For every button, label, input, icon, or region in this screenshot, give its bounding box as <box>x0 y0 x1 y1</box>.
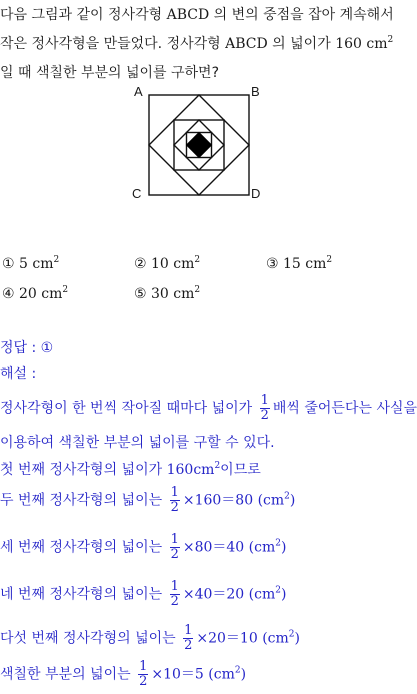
option-number: ⑤ <box>134 286 147 302</box>
unit: cm <box>173 256 195 272</box>
fraction-numerator: 1 <box>170 532 179 547</box>
unit: (cm <box>248 586 276 603</box>
option-value: 20 <box>19 286 37 302</box>
expression: ×40＝20 <box>182 586 245 603</box>
unit: (cm <box>248 539 276 556</box>
fraction-denominator: 2 <box>170 500 179 515</box>
option-number: ① <box>2 256 15 272</box>
unit-exponent: 2 <box>194 285 201 295</box>
fraction-denominator: 2 <box>260 408 269 423</box>
unit: cm <box>32 256 54 272</box>
fraction-denominator: 2 <box>139 674 148 689</box>
question-text: 의 넓이가 <box>267 36 336 52</box>
label-c: C <box>132 186 142 201</box>
option-number: ③ <box>266 256 279 272</box>
unit-exponent: 2 <box>326 255 333 265</box>
fraction-half <box>183 624 193 653</box>
solution-line-6 <box>0 580 286 609</box>
option-3[interactable] <box>266 256 332 272</box>
unit-exponent: 2 <box>284 491 290 502</box>
unit: cm <box>366 36 388 52</box>
fraction-numerator: 1 <box>139 659 148 674</box>
fraction-half <box>170 486 180 515</box>
fraction-numerator: 1 <box>184 623 193 638</box>
option-5[interactable] <box>134 286 200 302</box>
solution-line-7 <box>0 624 300 653</box>
fraction-denominator: 2 <box>184 638 193 653</box>
question-text: 다음 그림과 같이 정사각형 <box>0 7 167 23</box>
fraction-half <box>260 394 270 423</box>
solution-text: 이므로 <box>220 462 261 478</box>
expression: ×10＝5 <box>151 666 204 683</box>
solution-text: 첫 번째 정사각형의 넓이가 <box>0 462 167 478</box>
option-value: 5 <box>19 256 28 272</box>
solution-text: 세 번째 정사각형의 넓이는 <box>0 539 167 556</box>
solution-line-2: 이용하여 색칠한 부분의 넓이를 구할 수 있다. <box>0 435 275 451</box>
option-number: ② <box>134 256 147 272</box>
fraction-numerator: 1 <box>170 485 179 500</box>
fraction-denominator: 2 <box>170 594 179 609</box>
unit-exponent: 2 <box>275 585 281 596</box>
unit: (cm <box>208 666 235 683</box>
unit: ) <box>240 666 247 683</box>
solution-text: 배씩 줄어든다는 사실을 <box>272 400 417 417</box>
solution-text: 다섯 번째 정사각형의 넓이는 <box>0 630 181 647</box>
unit: ) <box>294 630 300 647</box>
solution-text: 네 번째 정사각형의 넓이는 <box>0 586 167 603</box>
unit-exponent: 2 <box>214 461 221 471</box>
explanation-label: 해설 : <box>0 366 37 382</box>
square-name: ABCD <box>166 7 210 23</box>
solution-text: 색칠한 부분의 넓이는 <box>0 666 136 683</box>
answer-label: 정답 : ① <box>0 340 54 356</box>
fraction-denominator: 2 <box>170 547 179 562</box>
option-1[interactable] <box>2 256 59 272</box>
area-value: 160 <box>166 462 194 478</box>
solution-text: 정사각형이 한 번씩 작아질 때마다 넓이가 <box>0 400 257 417</box>
unit: (cm <box>257 492 285 509</box>
unit: cm <box>305 256 327 272</box>
unit-exponent: 2 <box>62 285 69 295</box>
expression: ×20＝10 <box>196 630 258 647</box>
fraction-numerator: 1 <box>170 579 179 594</box>
question-text: 의 변의 중점을 잡아 계속해서 <box>209 7 394 23</box>
label-a: A <box>134 84 143 99</box>
unit-exponent: 2 <box>53 255 60 265</box>
option-value: 10 <box>151 256 169 272</box>
unit: cm <box>173 286 195 302</box>
label-d: D <box>251 186 261 201</box>
fraction-half <box>170 580 180 609</box>
option-4[interactable] <box>2 286 68 302</box>
unit-exponent: 2 <box>387 35 394 45</box>
option-number: ④ <box>2 286 15 302</box>
question-line-1 <box>0 4 394 24</box>
expression: ×80＝40 <box>182 539 245 556</box>
unit-exponent: 2 <box>194 255 201 265</box>
fraction-numerator: 1 <box>260 393 269 408</box>
question-text: 일 때 색칠한 부분의 넓이를 구하면? <box>0 65 220 81</box>
area-value: 160 <box>335 36 362 52</box>
option-2[interactable] <box>134 256 200 272</box>
option-value: 15 <box>283 256 301 272</box>
fraction-half <box>170 533 180 562</box>
question-line-2 <box>0 33 393 53</box>
solution-line-3 <box>0 459 261 479</box>
unit-exponent: 2 <box>275 538 281 549</box>
solution-line-4 <box>0 486 295 515</box>
unit: ) <box>280 539 287 556</box>
unit-exponent: 2 <box>234 665 241 676</box>
option-value: 30 <box>151 286 169 302</box>
square-name: ABCD <box>225 36 268 52</box>
nested-squares-figure <box>147 93 251 197</box>
solution-line-8 <box>0 660 246 689</box>
unit: ) <box>289 492 296 509</box>
unit: ) <box>280 586 287 603</box>
unit: cm <box>41 286 63 302</box>
label-b: B <box>251 84 260 99</box>
unit-exponent: 2 <box>288 629 295 640</box>
unit: (cm <box>262 630 289 647</box>
solution-line-1 <box>0 394 417 423</box>
fraction-half <box>138 660 148 689</box>
shaded-square <box>187 133 212 158</box>
unit: cm <box>193 462 215 478</box>
expression: ×160＝80 <box>182 492 254 509</box>
solution-text: 두 번째 정사각형의 넓이는 <box>0 492 167 509</box>
question-text: 작은 정사각형을 만들었다. 정사각형 <box>0 36 226 52</box>
solution-line-5 <box>0 533 286 562</box>
question-line-3 <box>0 62 219 82</box>
